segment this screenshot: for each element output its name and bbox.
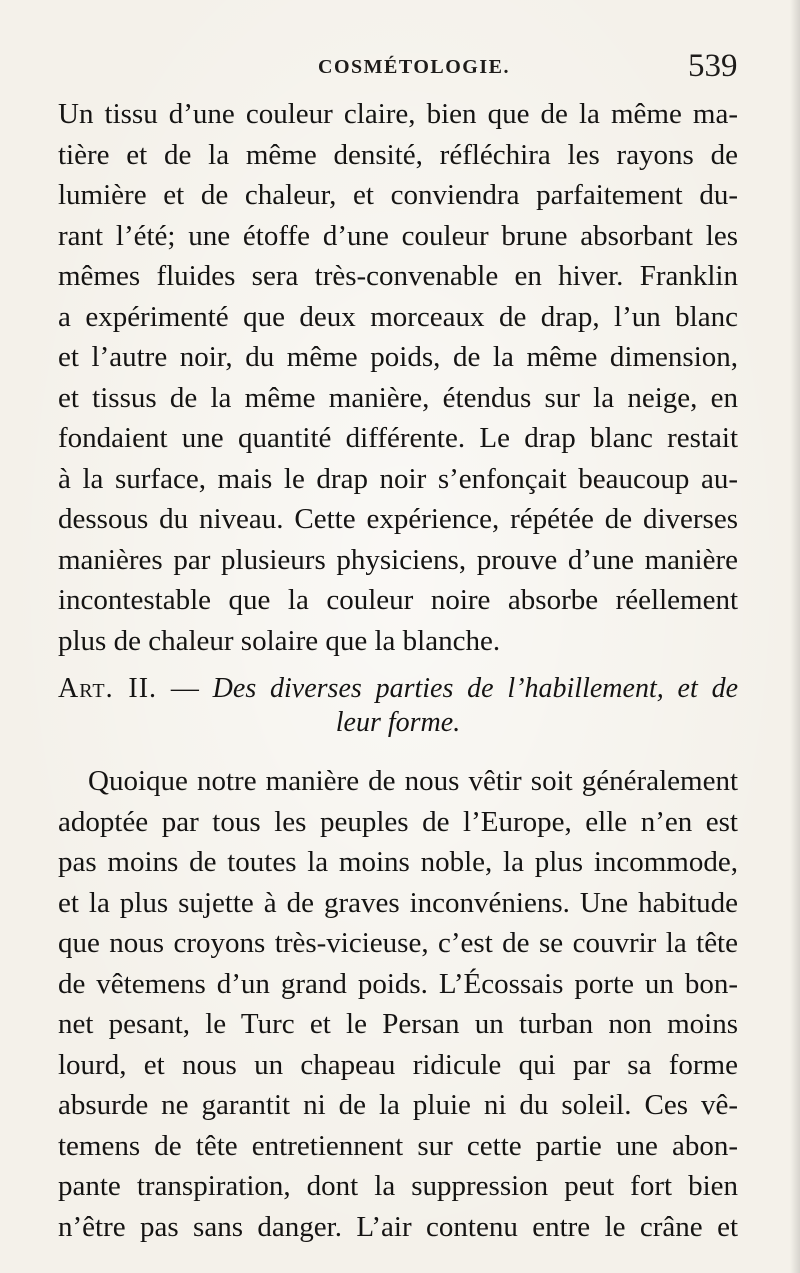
paragraph-1	[58, 94, 738, 661]
text-line: incontestable que la couleur noire absorbe réellement	[58, 584, 738, 616]
heading-dash: —	[170, 673, 199, 704]
section-title: Des diverses parties de l’habillement	[212, 673, 657, 704]
text-line: a expérimenté que deux morceaux de drap, l’un blanc	[58, 300, 738, 333]
text-line: que nous croyons très-vicieuse, c’est de se couvrir la tête	[58, 927, 738, 959]
page-edge-shadow	[790, 0, 800, 1273]
text-line: pante transpiration, dont la suppression peut fort bien	[58, 1170, 738, 1202]
text-line: et tissus de la même manière, étendus sur la neige, en	[58, 381, 738, 414]
text-line: de vêtemens d’un grand poids. L’Écossais porte un bon-	[58, 967, 738, 1000]
text-line: temens de tête entretiennent sur cette partie une abon-	[58, 1129, 738, 1162]
text-line: adoptée par tous les peuples de l’Europe, elle n’en est	[58, 805, 738, 838]
section-title-suffix: , et de	[656, 673, 738, 704]
text-line: lumière et de chaleur, et conviendra parfaitement du-	[58, 179, 738, 211]
text-line: plus de chaleur solaire que la blanche.	[58, 624, 501, 657]
text-line: à la surface, mais le drap noir s’enfonçait beaucoup au-	[58, 462, 738, 495]
text-line: rant l’été; une étoffe d’une couleur brune absorbant les	[58, 219, 738, 252]
text-line: tière et de la même densité, réfléchira les rayons de	[58, 138, 738, 171]
text-line: lourd, et nous un chapeau ridicule qui par sa forme	[58, 1048, 738, 1081]
text-line: dessous du niveau. Cette expérience, répétée de diverses	[58, 503, 738, 535]
text-line: Quoique notre manière de nous vêtir soit généralement	[88, 765, 738, 797]
running-head	[0, 48, 800, 88]
page-number: 539	[688, 48, 738, 84]
text-line: et l’autre noir, du même poids, de la même dimension,	[58, 341, 738, 373]
section-heading-line-1	[58, 672, 738, 706]
section-title-continued: leur forme.	[335, 707, 461, 738]
text-line: et la plus sujette à de graves inconvéniens. Une habitude	[58, 886, 738, 919]
text-line: absurde ne garantit ni de la pluie ni du soleil. Ces vê-	[58, 1089, 738, 1121]
running-title: COSMÉTOLOGIE.	[318, 56, 510, 78]
text-line: net pesant, le Turc et le Persan un turban non moins	[58, 1008, 738, 1040]
paragraph-2	[58, 761, 738, 1247]
text-line: n’être pas sans danger. L’air contenu entre le crâne et	[58, 1210, 738, 1243]
text-line: Un tissu d’une couleur claire, bien que de la même ma-	[58, 98, 738, 130]
section-heading	[58, 672, 738, 740]
article-label: Art. II.	[58, 673, 158, 704]
text-line: fondaient une quantité différente. Le drap blanc restait	[58, 422, 738, 454]
text-line: manières par plusieurs physiciens, prouve d’une manière	[58, 543, 738, 576]
text-line: pas moins de toutes la moins noble, la plus incommode,	[58, 846, 738, 878]
text-line: mêmes fluides sera très-convenable en hiver. Franklin	[58, 260, 738, 292]
